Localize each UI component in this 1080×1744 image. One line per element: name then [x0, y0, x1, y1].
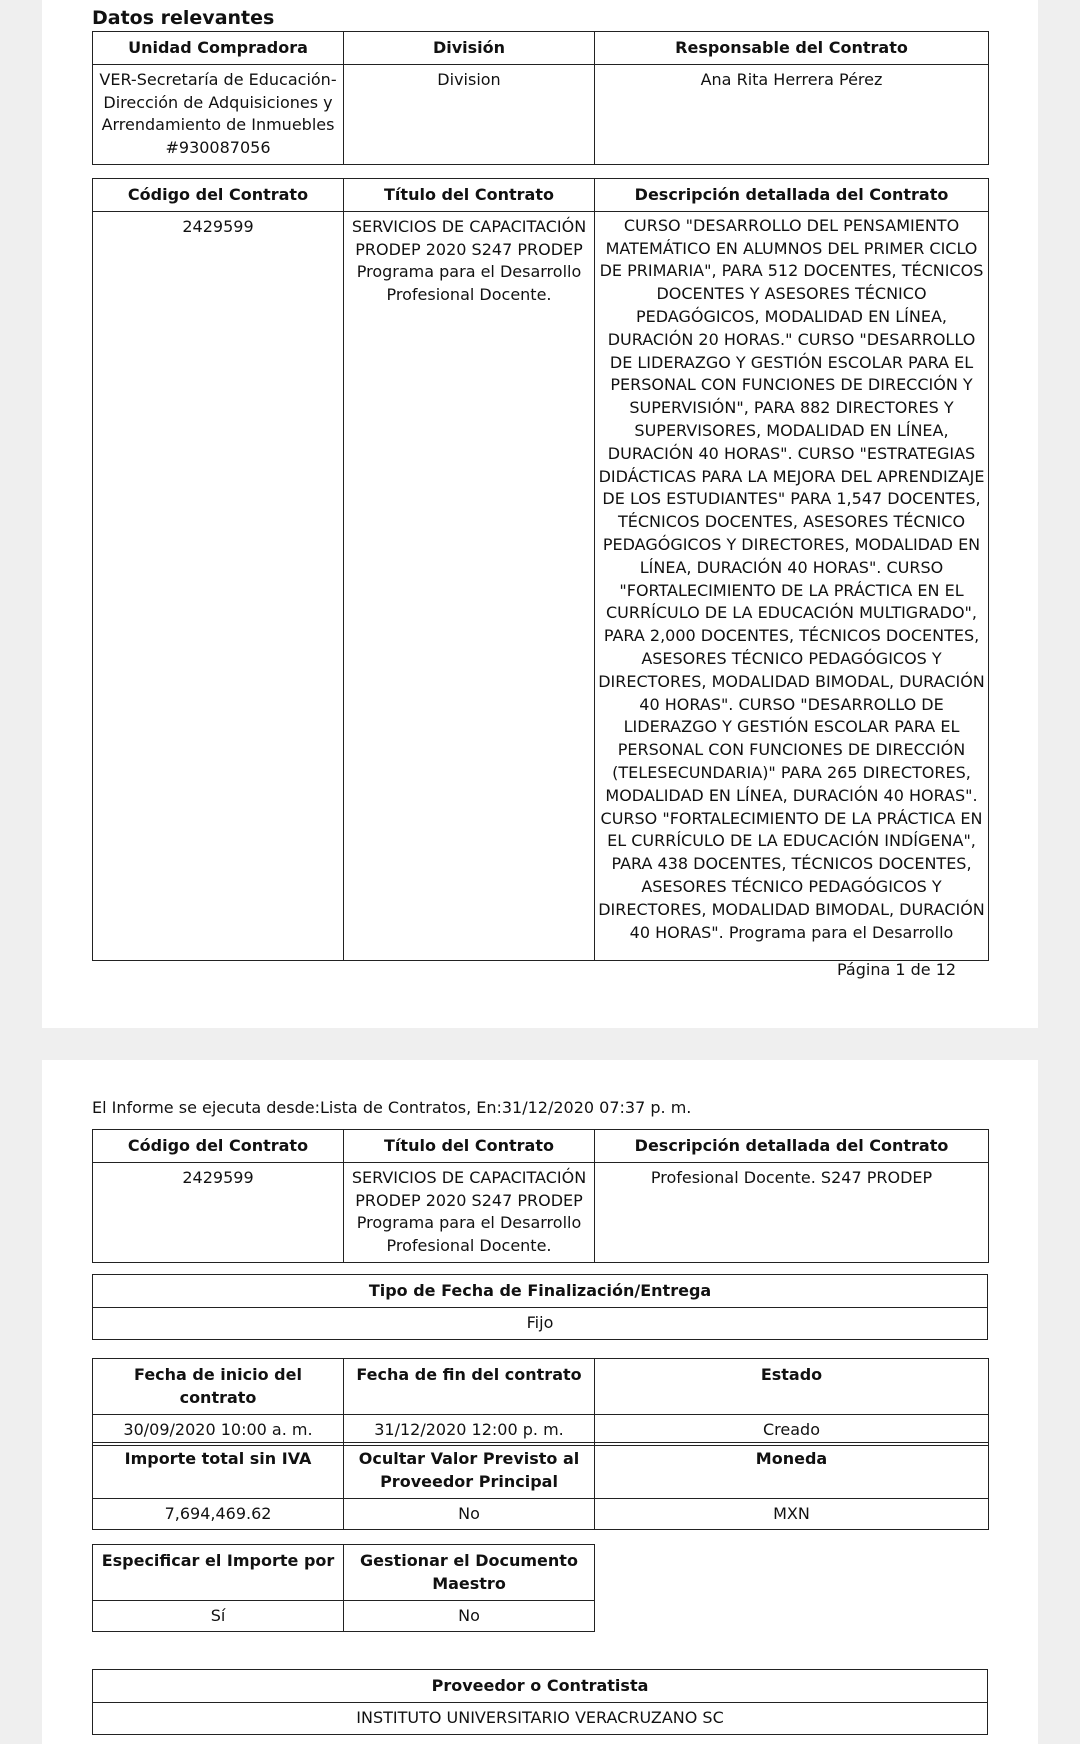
especificar-importe-value: Sí [93, 1600, 344, 1632]
titulo-contrato-value: SERVICIOS DE CAPACITACIÓN PRODEP 2020 S247 PRODEP Programa para el Desarrollo Profesional Docente. [344, 211, 595, 960]
table-header-row [93, 1275, 988, 1308]
table-header-row [93, 1443, 989, 1499]
descripcion-contrato-value: CURSO "DESARROLLO DEL PENSAMIENTO MATEMÁTICO EN ALUMNOS DEL PRIMER CICLO DE PRIMARIA", PARA 512 DOCENTES, TÉCNICOS DOCENTES Y ASESORES TÉCNICO PEDAGÓGICOS, MODALIDAD EN LÍNEA, DURACIÓN 20 HORAS." CURSO "DESARROLLO DE LIDERAZGO Y GESTIÓN ESCOLAR PARA EL PERSONAL CON FUNCIONES DE DIRECCIÓN Y SUPERVISIÓN", PARA 882 DIRECTORES Y SUPERVISORES, MODALIDAD EN LÍNEA, DURACIÓN 40 HORAS". CURSO "ESTRATEGIAS DIDÁCTICAS PARA LA MEJORA DEL APRENDIZAJE DE LOS ESTUDIANTES" PARA 1,547 DOCENTES, TÉCNICOS DOCENTES, ASESORES TÉCNICO PEDAGÓGICOS Y DIRECTORES, MODALIDAD EN LÍNEA, DURACIÓN 40 HORAS". CURSO "FORTALECIMIENTO DE LA PRÁCTICA EN EL CURRÍCULO DE LA EDUCACIÓN MULTIGRADO", PARA 2,000 DOCENTES, TÉCNICOS DOCENTES, ASESORES TÉCNICO PEDAGÓGICOS Y DIRECTORES, MODALIDAD BIMODAL, DURACIÓN 40 HORAS". CURSO "DESARROLLO DE LIDERAZGO Y GESTIÓN ESCOLAR PARA EL PERSONAL CON FUNCIONES DE DIRECCIÓN (TELESECUNDARIA)" PARA 265 DIRECTORES, MODALIDAD EN LÍNEA, DURACIÓN 40 HORAS". CURSO "FORTALECIMIENTO DE LA PRÁCTICA EN EL CURRÍCULO DE LA EDUCACIÓN INDÍGENA", PARA 438 DOCENTES, TÉCNICOS DOCENTES, ASESORES TÉCNICO PEDAGÓGICOS Y DIRECTORES, MODALIDAD BIMODAL, DURACIÓN 40 HORAS". Programa para el Desarrollo [595, 211, 989, 960]
fecha-inicio-value: 30/09/2020 10:00 a. m. [93, 1414, 344, 1446]
header-fecha-inicio: Fecha de inicio del contrato [93, 1359, 344, 1415]
codigo-contrato-value: 2429599 [93, 1162, 344, 1262]
specify-amount-table [92, 1544, 595, 1632]
header-proveedor: Proveedor o Contratista [93, 1670, 988, 1703]
header-codigo-contrato: Código del Contrato [93, 1130, 344, 1163]
header-descripcion-contrato: Descripción detallada del Contrato [595, 1130, 989, 1163]
table-header-row [93, 1359, 989, 1415]
importe-total-value: 7,694,469.62 [93, 1498, 344, 1530]
contract-description-table [92, 178, 989, 961]
moneda-value: MXN [595, 1498, 989, 1530]
header-ocultar-valor: Ocultar Valor Previsto al Proveedor Principal [344, 1443, 595, 1499]
report-page-1 [42, 0, 1038, 1028]
table-row [93, 64, 989, 164]
table-row [93, 1162, 989, 1262]
header-fecha-fin: Fecha de fin del contrato [344, 1359, 595, 1415]
header-descripcion-contrato: Descripción detallada del Contrato [595, 179, 989, 212]
estado-value: Creado [595, 1414, 989, 1446]
page-number: Página 1 de 12 [837, 960, 957, 979]
header-importe-total: Importe total sin IVA [93, 1443, 344, 1499]
unidad-compradora-value: VER-Secretaría de Educación-Dirección de Adquisiciones y Arrendamiento de Inmuebles #930087056 [93, 64, 344, 164]
fecha-fin-value: 31/12/2020 12:00 p. m. [344, 1414, 595, 1446]
buyer-unit-table [92, 31, 989, 165]
header-titulo-contrato: Título del Contrato [344, 1130, 595, 1163]
header-codigo-contrato: Código del Contrato [93, 179, 344, 212]
table-row [93, 1702, 988, 1734]
table-header-row [93, 179, 989, 212]
proveedor-value: INSTITUTO UNIVERSITARIO VERACRUZANO SC [93, 1702, 988, 1734]
table-row [93, 1498, 989, 1530]
header-tipo-fecha: Tipo de Fecha de Finalización/Entrega [93, 1275, 988, 1308]
section-title: Datos relevantes [92, 7, 275, 29]
header-unidad-compradora: Unidad Compradora [93, 32, 344, 65]
header-division: División [344, 32, 595, 65]
table-row [93, 211, 989, 960]
header-moneda: Moneda [595, 1443, 989, 1499]
table-row [93, 1307, 988, 1339]
header-responsable: Responsable del Contrato [595, 32, 989, 65]
titulo-contrato-value: SERVICIOS DE CAPACITACIÓN PRODEP 2020 S247 PRODEP Programa para el Desarrollo Profesional Docente. [344, 1162, 595, 1262]
gestionar-documento-value: No [344, 1600, 595, 1632]
table-header-row [93, 1130, 989, 1163]
contract-dates-table [92, 1358, 989, 1446]
division-value: Division [344, 64, 595, 164]
report-run-info: El Informe se ejecuta desde:Lista de Contratos, En:31/12/2020 07:37 p. m. [92, 1098, 692, 1117]
amount-table [92, 1442, 989, 1530]
header-gestionar-documento: Gestionar el Documento Maestro [344, 1545, 595, 1601]
supplier-table [92, 1669, 988, 1735]
table-header-row [93, 1545, 595, 1601]
table-row [93, 1600, 595, 1632]
contract-table-continued [92, 1129, 989, 1263]
table-header-row [93, 32, 989, 65]
report-page-2 [42, 1060, 1038, 1744]
table-header-row [93, 1670, 988, 1703]
tipo-fecha-value: Fijo [93, 1307, 988, 1339]
header-especificar-importe: Especificar el Importe por [93, 1545, 344, 1601]
delivery-date-type-table [92, 1274, 988, 1340]
descripcion-contrato-value: Profesional Docente. S247 PRODEP [595, 1162, 989, 1262]
responsable-value: Ana Rita Herrera Pérez [595, 64, 989, 164]
header-titulo-contrato: Título del Contrato [344, 179, 595, 212]
ocultar-valor-value: No [344, 1498, 595, 1530]
codigo-contrato-value: 2429599 [93, 211, 344, 960]
header-estado: Estado [595, 1359, 989, 1415]
